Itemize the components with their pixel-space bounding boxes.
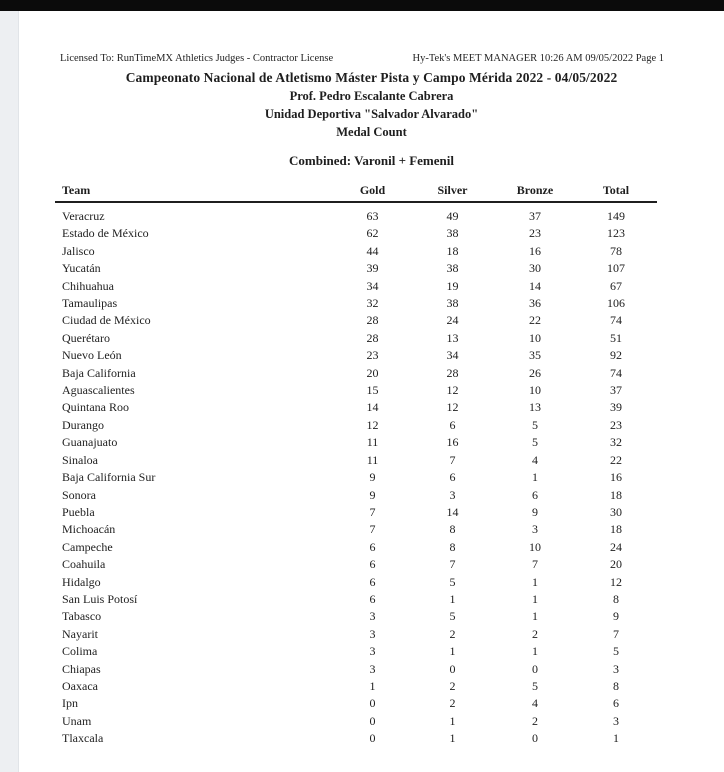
gold-cell: 34 bbox=[366, 278, 379, 293]
table-row bbox=[55, 574, 657, 591]
table-row bbox=[55, 608, 657, 625]
gold-cell: 7 bbox=[369, 522, 376, 537]
gold-cell: 11 bbox=[366, 435, 379, 450]
team-cell: Nayarit bbox=[62, 626, 98, 641]
total-cell: 106 bbox=[607, 296, 625, 311]
total-cell: 32 bbox=[610, 435, 622, 450]
silver-column-header: Silver bbox=[410, 184, 495, 202]
bronze-cell: 3 bbox=[532, 522, 538, 537]
total-column-header: Total bbox=[575, 184, 657, 202]
team-cell: Chihuahua bbox=[62, 278, 114, 293]
silver-cell: 7 bbox=[449, 452, 456, 467]
bronze-cell: 1 bbox=[532, 591, 538, 606]
total-cell: 9 bbox=[613, 609, 619, 624]
table-row bbox=[55, 661, 657, 678]
meet-title: Campeonato Nacional de Atletismo Máster Pista y Campo Mérida 2022 - 04/05/2022 bbox=[125, 70, 618, 85]
silver-cell: 2 bbox=[449, 626, 456, 641]
report-title: Medal Count bbox=[336, 125, 407, 139]
table-row bbox=[55, 695, 657, 712]
table-row bbox=[55, 539, 657, 556]
table-header-row bbox=[55, 184, 657, 202]
team-cell: Quintana Roo bbox=[62, 400, 129, 415]
bronze-cell: 1 bbox=[532, 644, 538, 659]
table-row bbox=[55, 330, 657, 347]
organizer-line: Prof. Pedro Escalante Cabrera bbox=[289, 89, 454, 103]
gold-cell: 6 bbox=[369, 591, 376, 606]
silver-cell: 49 bbox=[446, 209, 459, 223]
total-cell: 30 bbox=[610, 504, 622, 519]
gold-cell: 32 bbox=[366, 296, 379, 311]
table-row bbox=[55, 556, 657, 573]
team-cell: Nuevo León bbox=[62, 348, 122, 363]
total-cell: 67 bbox=[610, 278, 622, 293]
team-cell: Tlaxcala bbox=[62, 731, 104, 746]
team-cell: Coahuila bbox=[62, 557, 106, 572]
bronze-cell: 14 bbox=[529, 278, 541, 293]
bronze-cell: 0 bbox=[532, 731, 538, 746]
table-row bbox=[55, 434, 657, 451]
bronze-cell: 1 bbox=[532, 470, 538, 485]
bronze-cell: 36 bbox=[529, 296, 541, 311]
bronze-cell: 37 bbox=[529, 209, 541, 223]
silver-cell: 1 bbox=[449, 731, 456, 746]
bronze-cell: 0 bbox=[532, 661, 538, 676]
bronze-cell: 23 bbox=[529, 226, 541, 241]
bronze-cell: 16 bbox=[529, 243, 541, 258]
gold-cell: 44 bbox=[366, 243, 379, 258]
total-cell: 8 bbox=[613, 678, 619, 693]
bronze-cell: 2 bbox=[532, 626, 538, 641]
gold-column-header: Gold bbox=[335, 184, 410, 202]
team-cell: Baja California bbox=[62, 365, 136, 380]
gold-cell: 9 bbox=[369, 470, 376, 485]
total-cell: 5 bbox=[613, 644, 619, 659]
program-info-text: Hy-Tek's MEET MANAGER 10:26 AM 09/05/2022 Page 1 bbox=[412, 53, 664, 64]
team-cell: Aguascalientes bbox=[62, 383, 135, 398]
team-cell: Michoacán bbox=[62, 522, 116, 537]
silver-cell: 24 bbox=[446, 313, 459, 328]
gold-cell: 6 bbox=[369, 557, 376, 572]
team-cell: Veracruz bbox=[62, 209, 105, 223]
bronze-cell: 13 bbox=[529, 400, 541, 415]
gold-cell: 3 bbox=[369, 644, 376, 659]
report-top-line bbox=[60, 53, 664, 65]
total-cell: 51 bbox=[610, 330, 622, 345]
table-row bbox=[55, 312, 657, 329]
venue-line: Unidad Deportiva "Salvador Alvarado" bbox=[264, 107, 479, 121]
table-row bbox=[55, 504, 657, 521]
total-cell: 7 bbox=[613, 626, 619, 641]
document-page bbox=[19, 11, 724, 772]
silver-cell: 2 bbox=[449, 696, 456, 711]
gold-cell: 28 bbox=[366, 313, 379, 328]
team-cell: Durango bbox=[62, 417, 104, 432]
table-row bbox=[55, 260, 657, 277]
silver-cell: 18 bbox=[446, 243, 459, 258]
silver-cell: 5 bbox=[449, 574, 456, 589]
silver-cell: 8 bbox=[449, 522, 456, 537]
bronze-cell: 1 bbox=[532, 609, 538, 624]
table-row bbox=[55, 591, 657, 608]
bronze-cell: 5 bbox=[532, 678, 538, 693]
table-row bbox=[55, 382, 657, 399]
team-cell: Unam bbox=[62, 713, 92, 728]
gold-cell: 14 bbox=[366, 400, 379, 415]
gold-cell: 3 bbox=[369, 609, 376, 624]
bronze-cell: 22 bbox=[529, 313, 541, 328]
team-cell: Querétaro bbox=[62, 330, 110, 345]
gold-cell: 39 bbox=[366, 261, 379, 276]
table-row bbox=[55, 225, 657, 242]
table-row bbox=[55, 365, 657, 382]
license-text: Licensed To: RunTimeMX Athletics Judges - Contractor License bbox=[60, 53, 334, 64]
silver-cell: 38 bbox=[446, 226, 459, 241]
bronze-cell: 4 bbox=[532, 452, 538, 467]
gold-cell: 0 bbox=[369, 713, 376, 728]
silver-cell: 38 bbox=[446, 296, 459, 311]
team-cell: Tamaulipas bbox=[62, 296, 118, 311]
silver-cell: 1 bbox=[449, 644, 456, 659]
silver-cell: 6 bbox=[449, 417, 456, 432]
total-cell: 18 bbox=[610, 487, 622, 502]
total-cell: 74 bbox=[610, 313, 622, 328]
table-row bbox=[55, 295, 657, 312]
bronze-cell: 1 bbox=[532, 574, 538, 589]
team-cell: Tabasco bbox=[62, 609, 102, 624]
table-row bbox=[55, 347, 657, 364]
team-cell: Sonora bbox=[62, 487, 96, 502]
silver-cell: 1 bbox=[449, 591, 456, 606]
gold-cell: 12 bbox=[366, 417, 379, 432]
silver-cell: 16 bbox=[446, 435, 459, 450]
team-cell: Yucatán bbox=[62, 261, 101, 276]
total-cell: 18 bbox=[610, 522, 622, 537]
team-cell: Jalisco bbox=[62, 243, 95, 258]
table-row bbox=[55, 521, 657, 538]
silver-cell: 12 bbox=[446, 400, 459, 415]
bronze-cell: 10 bbox=[529, 539, 541, 554]
team-cell: Guanajuato bbox=[62, 435, 118, 450]
gold-cell: 9 bbox=[369, 487, 376, 502]
gold-cell: 11 bbox=[366, 452, 379, 467]
table-row bbox=[55, 417, 657, 434]
gold-cell: 3 bbox=[369, 661, 376, 676]
silver-cell: 19 bbox=[446, 278, 459, 293]
table-row bbox=[55, 202, 657, 225]
total-cell: 74 bbox=[610, 365, 622, 380]
total-cell: 149 bbox=[607, 209, 625, 223]
silver-cell: 13 bbox=[446, 330, 459, 345]
silver-cell: 1 bbox=[449, 713, 456, 728]
team-cell: Baja California Sur bbox=[62, 470, 156, 485]
bronze-cell: 2 bbox=[532, 713, 538, 728]
gold-cell: 7 bbox=[369, 504, 376, 519]
bronze-cell: 10 bbox=[529, 383, 541, 398]
bronze-cell: 5 bbox=[532, 417, 538, 432]
team-cell: Hidalgo bbox=[62, 574, 101, 589]
gold-cell: 23 bbox=[366, 348, 379, 363]
total-cell: 92 bbox=[610, 348, 622, 363]
table-row bbox=[55, 399, 657, 416]
silver-cell: 5 bbox=[449, 609, 456, 624]
table-row bbox=[55, 469, 657, 486]
total-cell: 78 bbox=[610, 243, 622, 258]
total-cell: 23 bbox=[610, 417, 622, 432]
total-cell: 37 bbox=[610, 383, 622, 398]
bronze-cell: 30 bbox=[529, 261, 541, 276]
table-row bbox=[55, 643, 657, 660]
bronze-cell: 5 bbox=[532, 435, 538, 450]
total-cell: 3 bbox=[613, 713, 619, 728]
total-cell: 123 bbox=[607, 226, 625, 241]
silver-cell: 12 bbox=[446, 383, 459, 398]
table-row bbox=[55, 243, 657, 260]
table-row bbox=[55, 487, 657, 504]
gold-cell: 1 bbox=[369, 678, 376, 693]
table-row bbox=[55, 626, 657, 643]
total-cell: 8 bbox=[613, 591, 619, 606]
silver-cell: 8 bbox=[449, 539, 456, 554]
gold-cell: 62 bbox=[366, 226, 379, 241]
team-cell: San Luis Potosí bbox=[62, 591, 138, 606]
team-cell: Sinaloa bbox=[62, 452, 98, 467]
silver-cell: 14 bbox=[446, 504, 459, 519]
gold-cell: 28 bbox=[366, 330, 379, 345]
bronze-column-header: Bronze bbox=[495, 184, 575, 202]
viewer-left-gutter bbox=[0, 11, 19, 772]
table-row bbox=[55, 678, 657, 695]
total-cell: 24 bbox=[610, 539, 622, 554]
table-row bbox=[55, 730, 657, 747]
team-cell: Ipn bbox=[62, 696, 78, 711]
total-cell: 1 bbox=[613, 731, 619, 746]
total-cell: 22 bbox=[610, 452, 622, 467]
team-cell: Ciudad de México bbox=[62, 313, 151, 328]
bronze-cell: 4 bbox=[532, 696, 538, 711]
team-cell: Oaxaca bbox=[62, 678, 98, 693]
team-cell: Puebla bbox=[62, 504, 95, 519]
medal-table-body bbox=[55, 202, 657, 748]
silver-cell: 0 bbox=[449, 661, 456, 676]
team-cell: Campeche bbox=[62, 539, 113, 554]
gold-cell: 6 bbox=[369, 539, 376, 554]
silver-cell: 3 bbox=[449, 487, 456, 502]
silver-cell: 6 bbox=[449, 470, 456, 485]
total-cell: 20 bbox=[610, 557, 622, 572]
total-cell: 39 bbox=[610, 400, 622, 415]
window-top-edge-bar bbox=[0, 0, 724, 11]
total-cell: 6 bbox=[613, 696, 619, 711]
silver-cell: 7 bbox=[449, 557, 456, 572]
silver-cell: 2 bbox=[449, 678, 456, 693]
bronze-cell: 35 bbox=[529, 348, 541, 363]
table-row bbox=[55, 713, 657, 730]
gold-cell: 63 bbox=[366, 209, 379, 223]
total-cell: 107 bbox=[607, 261, 625, 276]
silver-cell: 38 bbox=[446, 261, 459, 276]
total-cell: 16 bbox=[610, 470, 622, 485]
bronze-cell: 10 bbox=[529, 330, 541, 345]
bronze-cell: 9 bbox=[532, 504, 538, 519]
team-column-header: Team bbox=[55, 184, 335, 202]
gold-cell: 15 bbox=[366, 383, 379, 398]
category-line: Combined: Varonil + Femenil bbox=[289, 153, 454, 168]
table-row bbox=[55, 278, 657, 295]
team-cell: Estado de México bbox=[62, 226, 149, 241]
gold-cell: 20 bbox=[366, 365, 379, 380]
gold-cell: 3 bbox=[369, 626, 376, 641]
gold-cell: 6 bbox=[369, 574, 376, 589]
silver-cell: 28 bbox=[446, 365, 459, 380]
team-cell: Chiapas bbox=[62, 661, 101, 676]
team-cell: Colima bbox=[62, 644, 98, 659]
medal-count-table bbox=[55, 184, 657, 748]
gold-cell: 0 bbox=[369, 696, 376, 711]
bronze-cell: 26 bbox=[529, 365, 541, 380]
bronze-cell: 6 bbox=[532, 487, 538, 502]
gold-cell: 0 bbox=[369, 731, 376, 746]
total-cell: 3 bbox=[613, 661, 619, 676]
table-row bbox=[55, 452, 657, 469]
total-cell: 12 bbox=[610, 574, 622, 589]
bronze-cell: 7 bbox=[532, 557, 538, 572]
silver-cell: 34 bbox=[446, 348, 459, 363]
